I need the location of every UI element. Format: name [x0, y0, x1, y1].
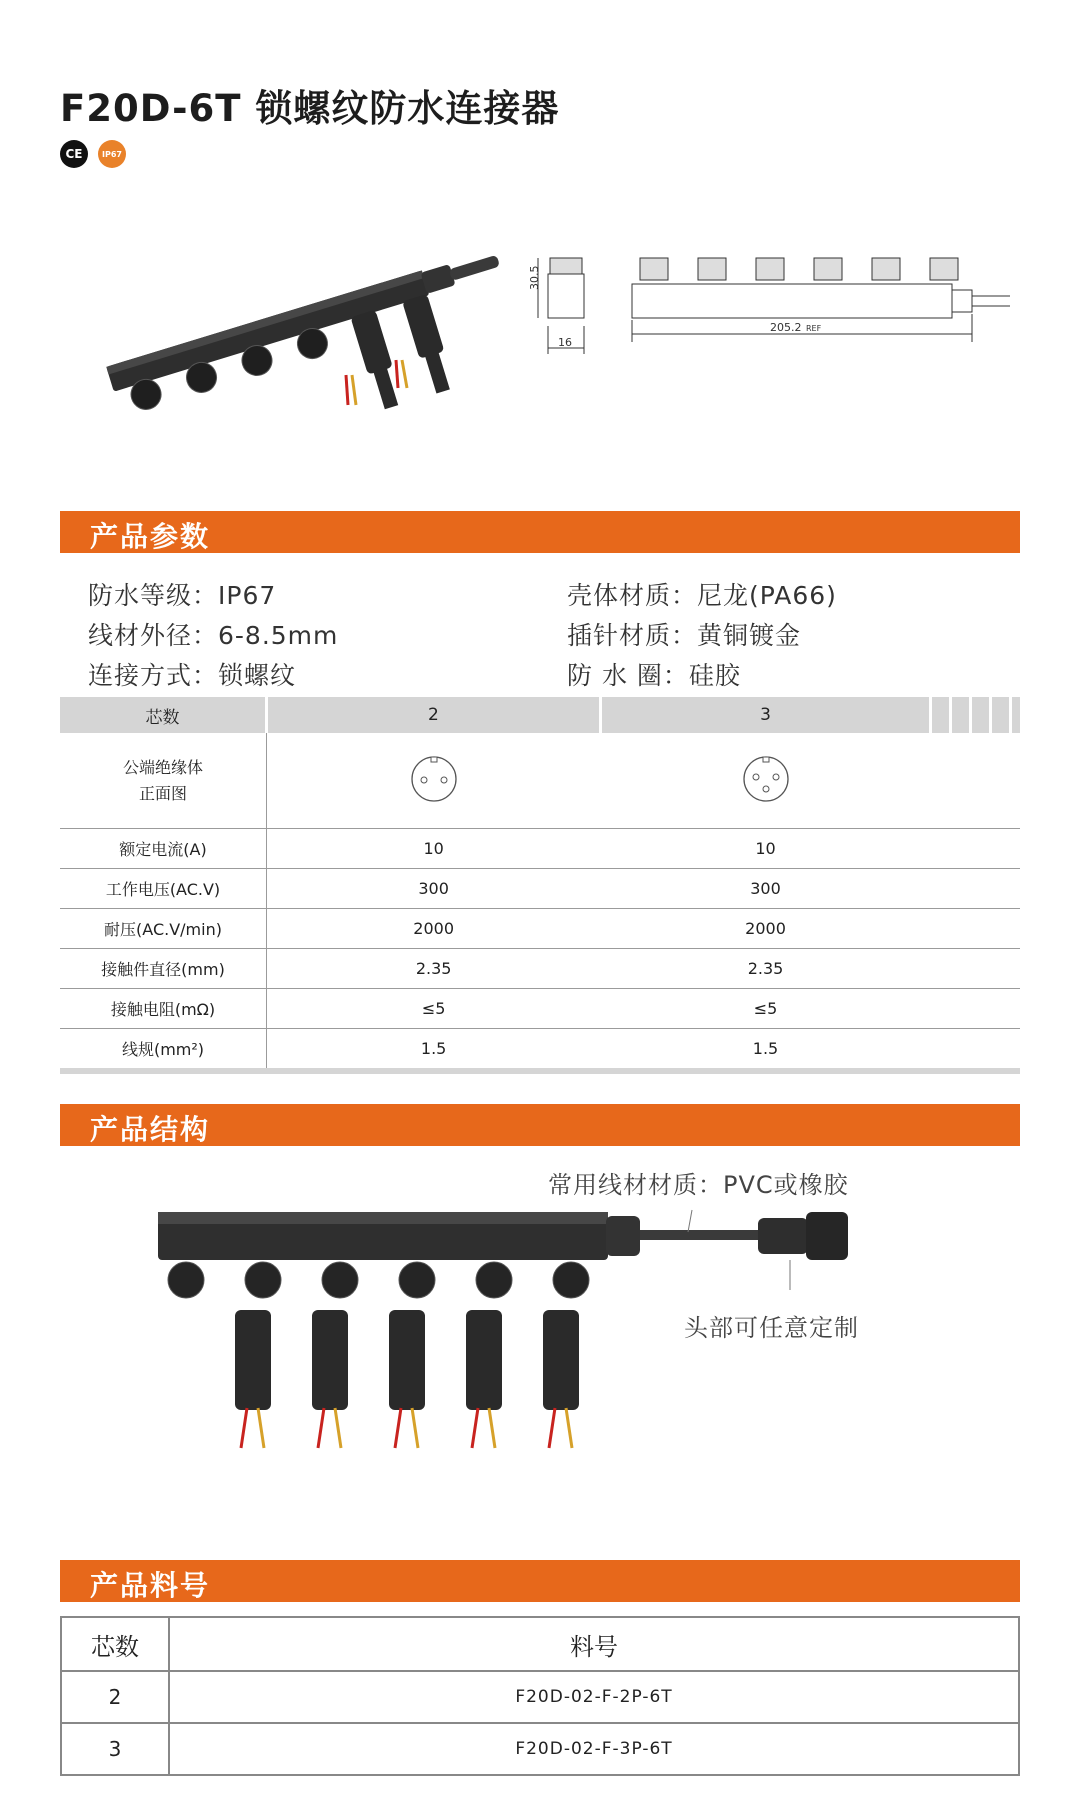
- table-row: 额定电流(A) 10 10: [60, 829, 1020, 869]
- length-dimension: 205.2: [770, 321, 802, 334]
- spec-pin-material: 插针材质：黄铜镀金: [567, 621, 802, 650]
- table-row: 工作电压(AC.V) 300 300: [60, 869, 1020, 909]
- section-params-title: 产品参数: [90, 520, 211, 553]
- page-title: F20D-6T 锁螺纹防水连接器: [60, 87, 560, 130]
- section-params-bar: [60, 511, 1020, 553]
- table-row: 接触件直径(mm) 2.35 2.35: [60, 949, 1020, 989]
- product-photo: [90, 215, 530, 425]
- face-view-row: [60, 733, 1020, 829]
- section-part-no-title: 产品料号: [90, 1569, 211, 1602]
- section-part-no-bar: [60, 1560, 1020, 1602]
- ref-mark: REF: [806, 324, 822, 333]
- table-row: 3 F20D-02-F-3P-6T: [61, 1723, 1019, 1775]
- ip67-badge-icon: IP67: [98, 140, 126, 168]
- spec-housing: 壳体材质：尼龙(PA66): [567, 581, 837, 610]
- header-pin-count: 芯数: [60, 697, 267, 733]
- section-structure-title: 产品结构: [90, 1113, 211, 1146]
- structure-diagram: [150, 1200, 900, 1500]
- table-row: 接触电阻(mΩ) ≤5 ≤5: [60, 989, 1020, 1029]
- head-custom-note: 头部可任意定制: [684, 1314, 859, 1342]
- table-header-row: [61, 1617, 1019, 1671]
- 2-pin-face-icon: [409, 754, 459, 804]
- ce-mark-icon: CE: [60, 140, 88, 168]
- 3-pin-face-icon: [741, 754, 791, 804]
- spec-connection: 连接方式：锁螺纹: [88, 661, 297, 690]
- table-row: 2 F20D-02-F-2P-6T: [61, 1671, 1019, 1723]
- header-col-2: 2: [267, 697, 601, 733]
- dimension-drawing: [520, 250, 1040, 370]
- table-header-row: [60, 697, 1020, 733]
- width-dimension: 16: [558, 336, 572, 349]
- header-part-code: 料号: [169, 1617, 1019, 1671]
- cable-material-note: 常用线材材质：PVC或橡胶: [548, 1171, 849, 1199]
- spec-waterproof: 防水等级：IP67: [88, 581, 277, 610]
- parameter-table: [60, 697, 1020, 1074]
- height-dimension: 30.5: [528, 265, 541, 290]
- table-row: 线规(mm²) 1.5 1.5: [60, 1029, 1020, 1072]
- spec-cable-diameter: 线材外径：6-8.5mm: [88, 621, 339, 650]
- face-view-label: 公端绝缘体 正面图: [60, 733, 267, 829]
- header-col-3: 3: [600, 697, 930, 733]
- certification-badges: [60, 140, 126, 168]
- spec-seal: 防 水 圈：硅胶: [567, 661, 741, 690]
- section-structure-bar: [60, 1104, 1020, 1146]
- header-count: 芯数: [61, 1617, 169, 1671]
- part-number-table: [60, 1616, 1020, 1776]
- table-row: 耐压(AC.V/min) 2000 2000: [60, 909, 1020, 949]
